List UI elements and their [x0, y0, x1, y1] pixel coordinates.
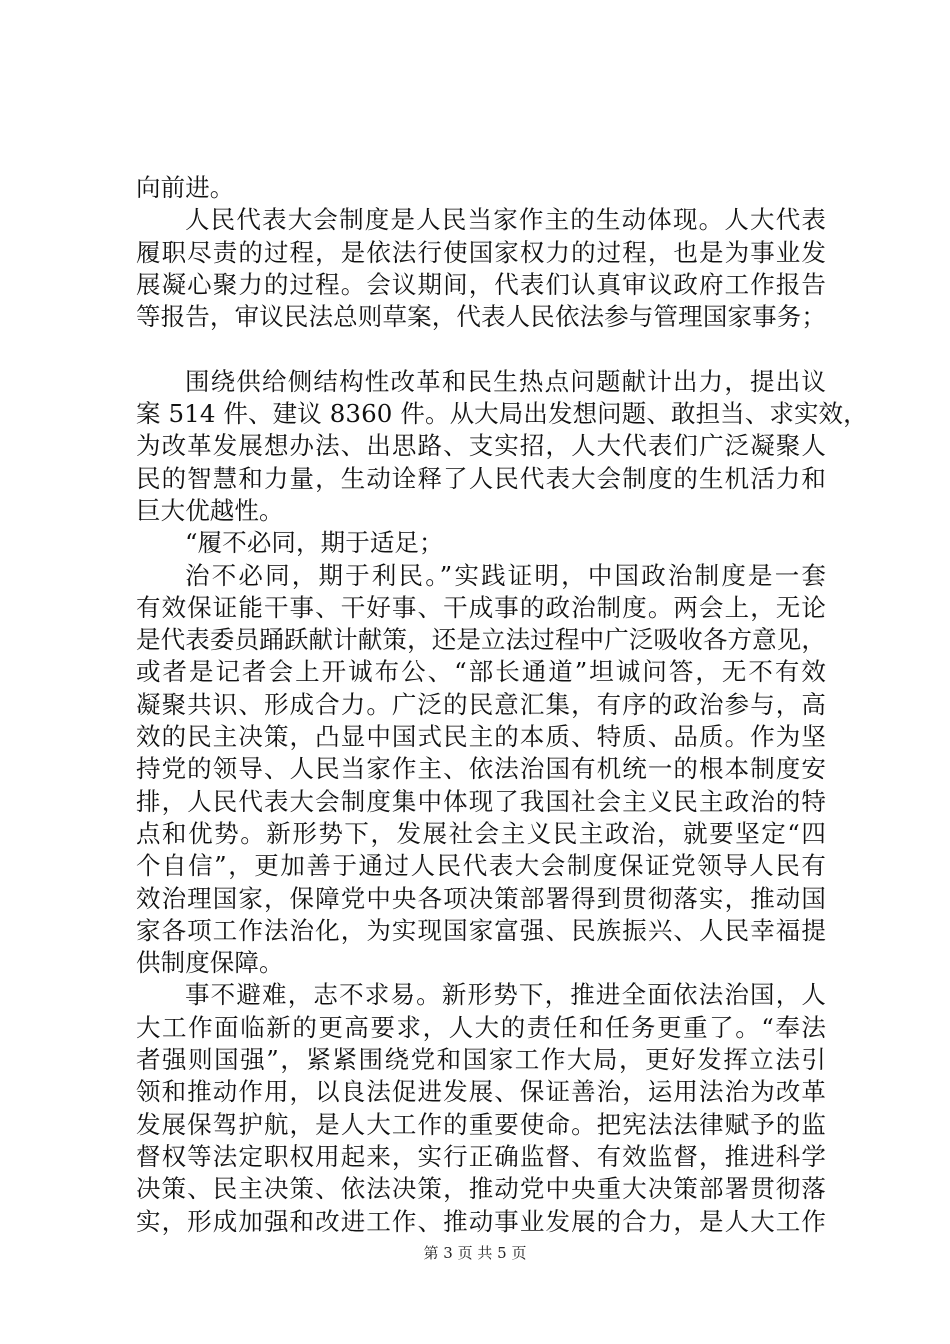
text-line: 或者是记者会上开诚布公、“部长通道”坦诚问答，无不有效 — [136, 657, 826, 687]
text-line: 案 514 件、建议 8360 件。从大局出发想问题、敢担当、求实效， — [136, 399, 868, 429]
text-line: 督权等法定职权用起来，实行正确监督、有效监督，推进科学 — [136, 1141, 826, 1171]
text-line: 个自信”，更加善于通过人民代表大会制度保证党领导人民有 — [136, 851, 826, 881]
document-body — [136, 172, 868, 1238]
text-line: 为改革发展想办法、出思路、支实招，人大代表们广泛凝聚人 — [136, 431, 826, 461]
text-line: 民的智慧和力量，生动诠释了人民代表大会制度的生机活力和 — [136, 463, 826, 493]
text-line: 是代表委员踊跃献计献策，还是立法过程中广泛吸收各方意见， — [136, 625, 826, 655]
blank-line — [136, 333, 826, 365]
text-line: 凝聚共识、形成合力。广泛的民意汇集，有序的政治参与，高 — [136, 689, 826, 719]
text-line: 持党的领导、人民当家作主、依法治国有机统一的根本制度安 — [136, 754, 826, 784]
text-line: 展凝心聚力的过程。会议期间，代表们认真审议政府工作报告 — [136, 269, 826, 299]
text-line: 效的民主决策，凸显中国式民主的本质、特质、品质。作为坚 — [136, 722, 826, 752]
text-line: 事不避难，志不求易。新形势下，推进全面依法治国，人 — [185, 980, 826, 1010]
text-line: 履职尽责的过程，是依法行使国家权力的过程，也是为事业发 — [136, 237, 826, 267]
text-line: 人民代表大会制度是人民当家作主的生动体现。人大代表 — [185, 205, 826, 235]
text-line: 者强则国强”，紧紧围绕党和国家工作大局，更好发挥立法引 — [136, 1045, 826, 1075]
text-line: 有效保证能干事、干好事、干成事的政治制度。两会上，无论 — [136, 592, 826, 622]
text-line: 领和推动作用，以良法促进发展、保证善治，运用法治为改革 — [136, 1077, 826, 1107]
text-line: 实，形成加强和改进工作、推动事业发展的合力，是人大工作 — [136, 1206, 826, 1236]
text-line: 排，人民代表大会制度集中体现了我国社会主义民主政治的特 — [136, 786, 826, 816]
text-line: 家各项工作法治化，为实现国家富强、民族振兴、人民幸福提 — [136, 915, 826, 945]
text-line: 等报告，审议民法总则草案，代表人民依法参与管理国家事务； — [136, 302, 826, 332]
text-line: 大工作面临新的更高要求，人大的责任和任务更重了。“奉法 — [136, 1012, 826, 1042]
text-line: 围绕供给侧结构性改革和民生热点问题献计出力，提出议 — [185, 366, 826, 396]
text-line: “履不必同，期于适足； — [185, 528, 444, 558]
text-line: 点和优势。新形势下，发展社会主义民主政治，就要坚定“四 — [136, 818, 826, 848]
text-line: 发展保驾护航，是人大工作的重要使命。把宪法法律赋予的监 — [136, 1109, 826, 1139]
text-line: 决策、民主决策、依法决策，推动党中央重大决策部署贯彻落 — [136, 1174, 826, 1204]
page-footer: 第 3 页 共 5 页 — [423, 1244, 527, 1262]
text-line: 巨大优越性。 — [136, 495, 284, 525]
text-line: 供制度保障。 — [136, 948, 284, 978]
text-line: 效治理国家，保障党中央各项决策部署得到贯彻落实，推动国 — [136, 883, 826, 913]
text-line: 向前进。 — [136, 173, 235, 202]
text-line: 治不必同，期于利民。”实践证明，中国政治制度是一套 — [185, 560, 826, 590]
